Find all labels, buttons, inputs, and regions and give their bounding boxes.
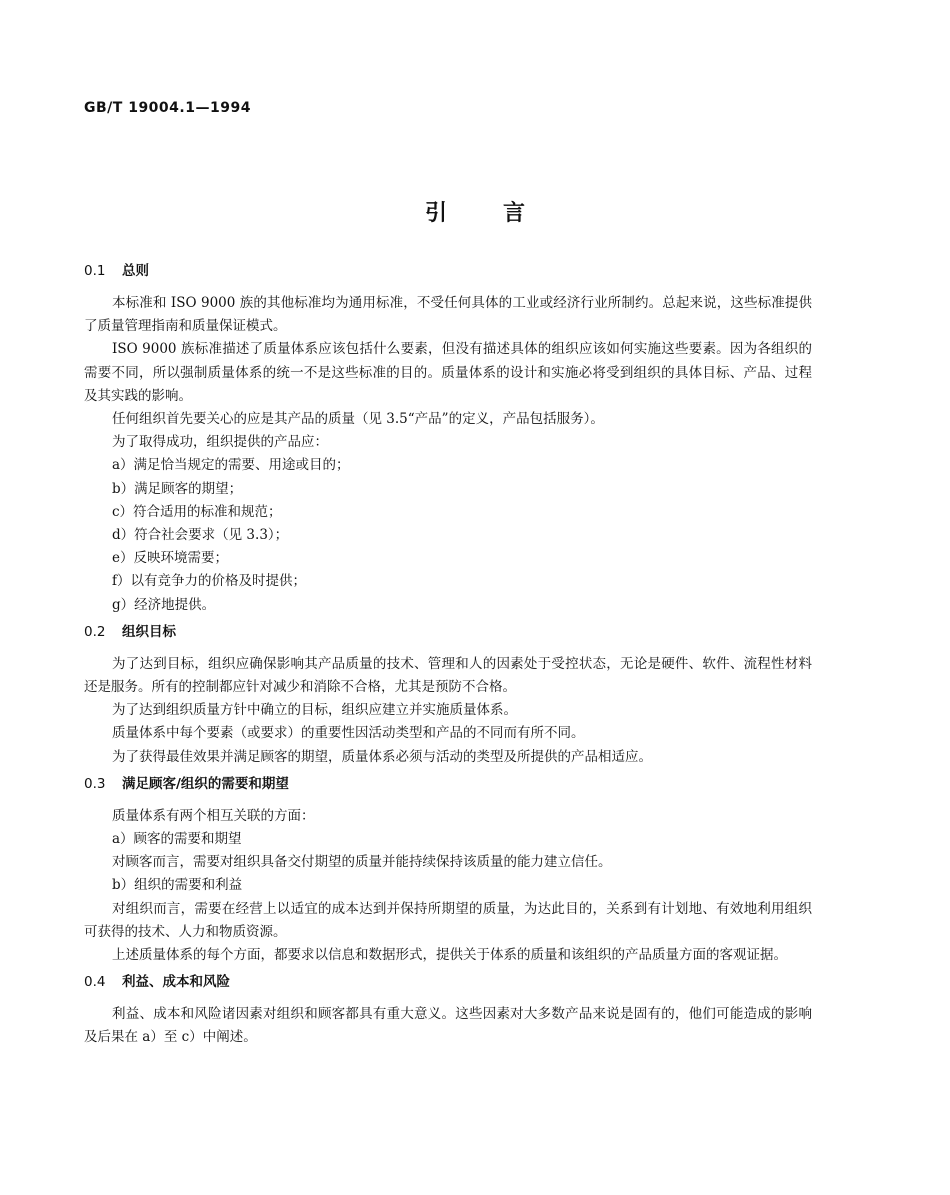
section-number: 0.4 [84,974,106,991]
section-heading [84,971,812,993]
paragraph: 为了获得最佳效果并满足顾客的期望，质量体系必须与活动的类型及所提供的产品相适应。 [112,748,652,765]
list-item: a）满足恰当规定的需要、用途或目的； [112,457,350,474]
section-title: 组织目标 [122,623,176,640]
section-heading [84,621,812,643]
list-item: g）经济地提供。 [112,596,216,613]
paragraph: 本标准和 ISO 9000 族的其他标准均为通用标准，不受任何具体的工业或经济行业所制约。总起来说，这些标准提供了质量管理指南和质量保证模式。 [84,295,812,335]
paragraph: 质量体系有两个相互关联的方面： [112,807,315,824]
section-number: 0.2 [84,623,106,640]
paragraph: 为了达到组织质量方针中确立的目标，组织应建立并实施质量体系。 [112,702,517,719]
list-item: c）符合适用的标准和规范； [112,503,282,520]
section-0-2 [84,621,812,769]
section-title: 利益、成本和风险 [122,974,230,991]
paragraph: 任何组织首先要关心的应是其产品的质量（见 3.5“产品”的定义，产品包括服务）。 [112,411,604,428]
paragraph: 对顾客而言，需要对组织具备交付期望的质量并能持续保持该质量的能力建立信任。 [112,854,612,871]
section-heading [84,773,812,795]
paragraph: 为了达到目标，组织应确保影响其产品质量的技术、管理和人的因素处于受控状态，无论是硬件、软件、流程性材料还是服务。所有的控制都应针对减少和消除不合格，尤其是预防不合格。 [84,655,812,696]
paragraph: 利益、成本和风险诸因素对组织和顾客都具有重大意义。这些因素对大多数产品来说是固有的，他们可能造成的影响及后果在 a）至 c）中阐述。 [84,1006,812,1046]
paragraph: 上述质量体系的每个方面，都要求以信息和数据形式，提供关于体系的质量和该组织的产品质量方面的客观证据。 [112,947,787,964]
list-item: e）反映环境需要； [112,550,228,567]
section-0-4 [84,971,812,1049]
section-title: 满足顾客/组织的需要和期望 [122,775,289,792]
list-item: a）顾客的需要和期望 [112,831,242,848]
page-title: 引言 [424,201,581,226]
paragraph: 对组织而言，需要在经营上以适宜的成本达到并保持所期望的质量，为达此目的，关系到有计划地、有效地利用组织可获得的技术、人力和物质资源。 [84,900,812,940]
paragraph: ISO 9000 族标准描述了质量体系应该包括什么要素，但没有描述具体的组织应该如何实施这些要素。因为各组织的需要不同，所以强制质量体系的统一不是这些标准的目的。质量体系的设计和实施必将受到组织的具体目标、产品、过程及其实践的影响。 [84,341,812,404]
list-item: b）组织的需要和利益 [112,877,243,894]
section-0-1 [84,260,812,617]
standard-code: GB/T 19004.1—1994 [84,100,251,116]
section-title: 总则 [122,263,149,279]
list-item: d）符合社会要求（见 3.3）； [112,527,289,544]
paragraph: 为了取得成功，组织提供的产品应： [112,434,328,451]
section-heading [84,260,812,282]
list-item: f）以有竞争力的价格及时提供； [112,573,306,590]
paragraph: 质量体系中每个要素（或要求）的重要性因活动类型和产品的不同而有所不同。 [112,725,585,742]
list-item: b）满足顾客的期望； [112,480,243,497]
section-0-3 [84,773,812,967]
document-body [84,260,812,1050]
section-number: 0.3 [84,775,106,792]
section-number: 0.1 [84,263,106,279]
